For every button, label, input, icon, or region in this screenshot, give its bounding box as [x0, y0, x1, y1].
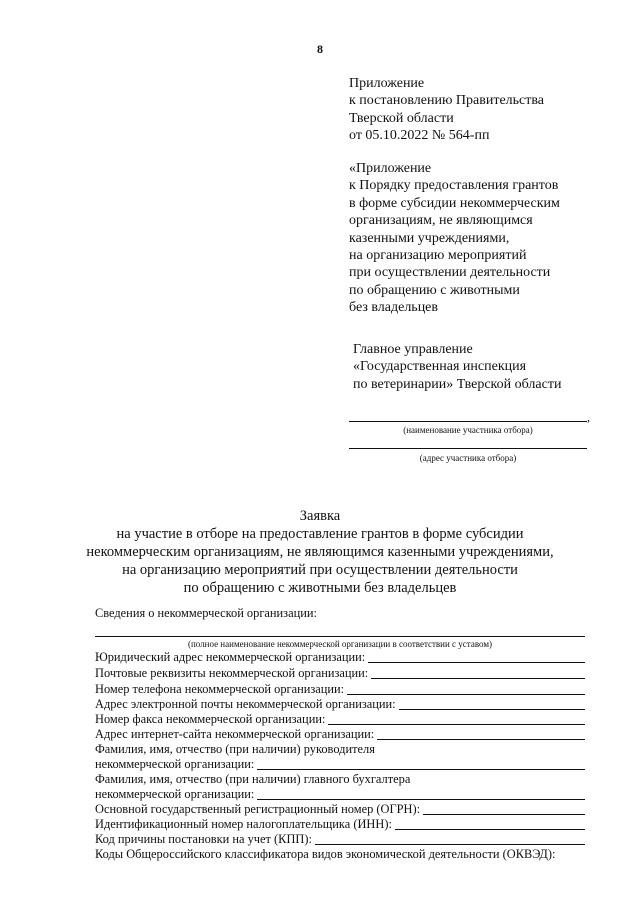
title-line: на организацию мероприятий при осуществлении деятельности — [122, 562, 518, 578]
title-heading: Заявка — [299, 508, 341, 524]
ogrn-row — [95, 802, 585, 817]
head-label-line2: некоммерческой организации: — [95, 757, 255, 771]
inn-label: Идентификационный номер налогоплательщика (ИНН): — [95, 817, 392, 831]
postal-details-label: Почтовые реквизиты некоммерческой организации: — [95, 666, 369, 680]
accountant-label-line1: Фамилия, имя, отчество (при наличии) главного бухгалтера — [95, 772, 411, 786]
full-name-caption: (полное наименование некоммерческой организации в соответствии с уставом) — [187, 639, 493, 649]
participant-address-caption: (адрес участника отбора) — [419, 453, 517, 463]
email-row — [95, 697, 585, 712]
title-line: по обращению с животными без владельцев — [183, 580, 457, 596]
legal-address-label: Юридический адрес некоммерческой организации: — [95, 650, 366, 664]
order-line: на организацию мероприятий — [349, 248, 527, 264]
appendix-line: от 05.10.2022 № 564-пп — [349, 128, 490, 144]
addressee-line: Главное управление — [353, 342, 473, 357]
title-line: некоммерческим организациям, не являющимся казенными учреждениями, — [86, 544, 554, 560]
appendix-block — [349, 75, 544, 145]
accountant-label-line2: некоммерческой организации: — [95, 787, 255, 801]
phone-row — [95, 682, 585, 697]
website-field[interactable] — [377, 739, 585, 740]
order-line: к Порядку предоставления грантов — [349, 178, 559, 194]
phone-field[interactable] — [347, 694, 585, 695]
ogrn-field[interactable] — [423, 814, 585, 815]
order-line: без владельцев — [349, 300, 439, 316]
postal-details-row — [95, 666, 585, 681]
order-line: по обращению с животными — [349, 282, 520, 298]
kpp-field[interactable] — [315, 844, 585, 845]
postal-details-field[interactable] — [371, 678, 585, 679]
addressee-line: «Государственная инспекция — [353, 359, 527, 375]
page-number: 8 — [317, 42, 323, 56]
kpp-label: Код причины постановки на учет (КПП): — [95, 832, 312, 846]
email-field[interactable] — [399, 709, 585, 710]
addressee-line: по ветеринарии» Тверской области — [353, 376, 562, 392]
head-row — [95, 757, 585, 772]
accountant-row — [95, 787, 585, 802]
legal-address-field[interactable] — [368, 662, 585, 663]
title-line: на участие в отборе на предоставление грантов в форме субсидии — [116, 526, 524, 542]
appendix-line: к постановлению Правительства — [349, 93, 545, 109]
application-title — [0, 507, 640, 597]
addressee-block — [353, 341, 561, 393]
order-line: организациям, не являющимся — [349, 213, 533, 229]
appendix-line: Тверской области — [349, 110, 454, 126]
accountant-field[interactable] — [257, 799, 585, 800]
okved-label: Коды Общероссийского классификатора видов экономической деятельности (ОКВЭД): — [95, 847, 556, 861]
legal-address-row — [95, 650, 585, 665]
website-label: Адрес интернет-сайта некоммерческой организации: — [95, 727, 375, 741]
participant-name-field[interactable] — [349, 421, 587, 422]
fax-label: Номер факса некоммерческой организации: — [95, 712, 326, 726]
appendix-line: Приложение — [349, 76, 425, 91]
head-field[interactable] — [257, 769, 585, 770]
order-line: при осуществлении деятельности — [349, 265, 551, 281]
phone-label: Номер телефона некоммерческой организации: — [95, 682, 345, 696]
order-line: «Приложение — [349, 161, 432, 176]
inn-row — [95, 817, 585, 832]
website-row — [95, 727, 585, 742]
order-appendix-block — [349, 160, 560, 317]
email-label: Адрес электронной почты некоммерческой организации: — [95, 697, 396, 711]
head-label-line1: Фамилия, имя, отчество (при наличии) руководителя — [95, 742, 375, 756]
participant-name-comma: , — [587, 410, 590, 424]
participant-name-caption: (наименование участника отбора) — [403, 425, 533, 435]
order-line: казенными учреждениями, — [349, 230, 510, 246]
ogrn-label: Основной государственный регистрационный номер (ОГРН): — [95, 802, 421, 816]
order-line: в форме субсидии некоммерческим — [349, 195, 560, 211]
kpp-row — [95, 832, 585, 847]
full-name-field[interactable] — [95, 636, 585, 637]
fax-field[interactable] — [328, 724, 585, 725]
inn-field[interactable] — [395, 829, 585, 830]
fax-row — [95, 712, 585, 727]
participant-address-field[interactable] — [349, 448, 587, 449]
form-intro: Сведения о некоммерческой организации: — [95, 606, 317, 620]
